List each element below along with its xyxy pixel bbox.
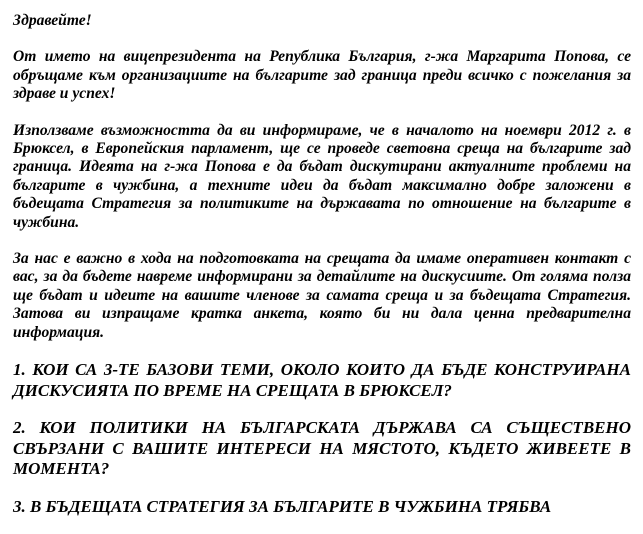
question-2: 2. КОИ ПОЛИТИКИ НА БЪЛГАРСКАТА ДЪРЖАВА СА СЪЩЕСТВЕНО СВЪРЗАНИ С ВАШИТЕ ИНТЕРЕСИ НА МЯСТОТО, КЪДЕТО ЖИВЕЕТЕ В МОМЕНТА? <box>13 418 631 479</box>
greeting: Здравейте! <box>13 12 92 29</box>
question-3: 3. В БЪДЕЩАТА СТРАТЕГИЯ ЗА БЪЛГАРИТЕ В ЧУЖБИНА ТРЯБВА <box>13 496 552 516</box>
paragraph-intro: От името на вицепрезидента на Република България, г-жа Маргарита Попова, се обръщаме към организациите на българите зад граница преди всичко с пожелания за здраве и успех! <box>13 48 631 103</box>
paragraph-event-info: Използваме възможността да ви информираме, че в началото на ноември 2012 г. в Брюксел, в Европейския парламент, ще се проведе световна среща на българите зад граница. Идеята на г-жа Попова е да бъдат дискутирани актуалните проблеми на българите в чужбина, а техните идеи да бъдат максимално добре заложени в бъдещата Стратегия за политиките на държавата по отношение на българите в чужбина. <box>13 121 631 231</box>
paragraph-survey-request: За нас е важно в хода на подготовката на срещата да имаме оперативен контакт с вас, за да бъдете навреме информирани за детайлите на дискусиите. От голяма полза ще бъдат и идеите на вашите членове за самата среща и за бъдещата Стратегия. Затова ви изпращаме кратка анкета, която би ни дала ценна предварителна информация. <box>13 250 631 341</box>
question-1: 1. КОИ СА 3-ТЕ БАЗОВИ ТЕМИ, ОКОЛО КОИТО ДА БЪДЕ КОНСТРУИРАНА ДИСКУСИЯТА ПО ВРЕМЕ НА СРЕЩАТА В БРЮКСЕЛ? <box>13 360 631 400</box>
letter-body <box>13 12 631 534</box>
